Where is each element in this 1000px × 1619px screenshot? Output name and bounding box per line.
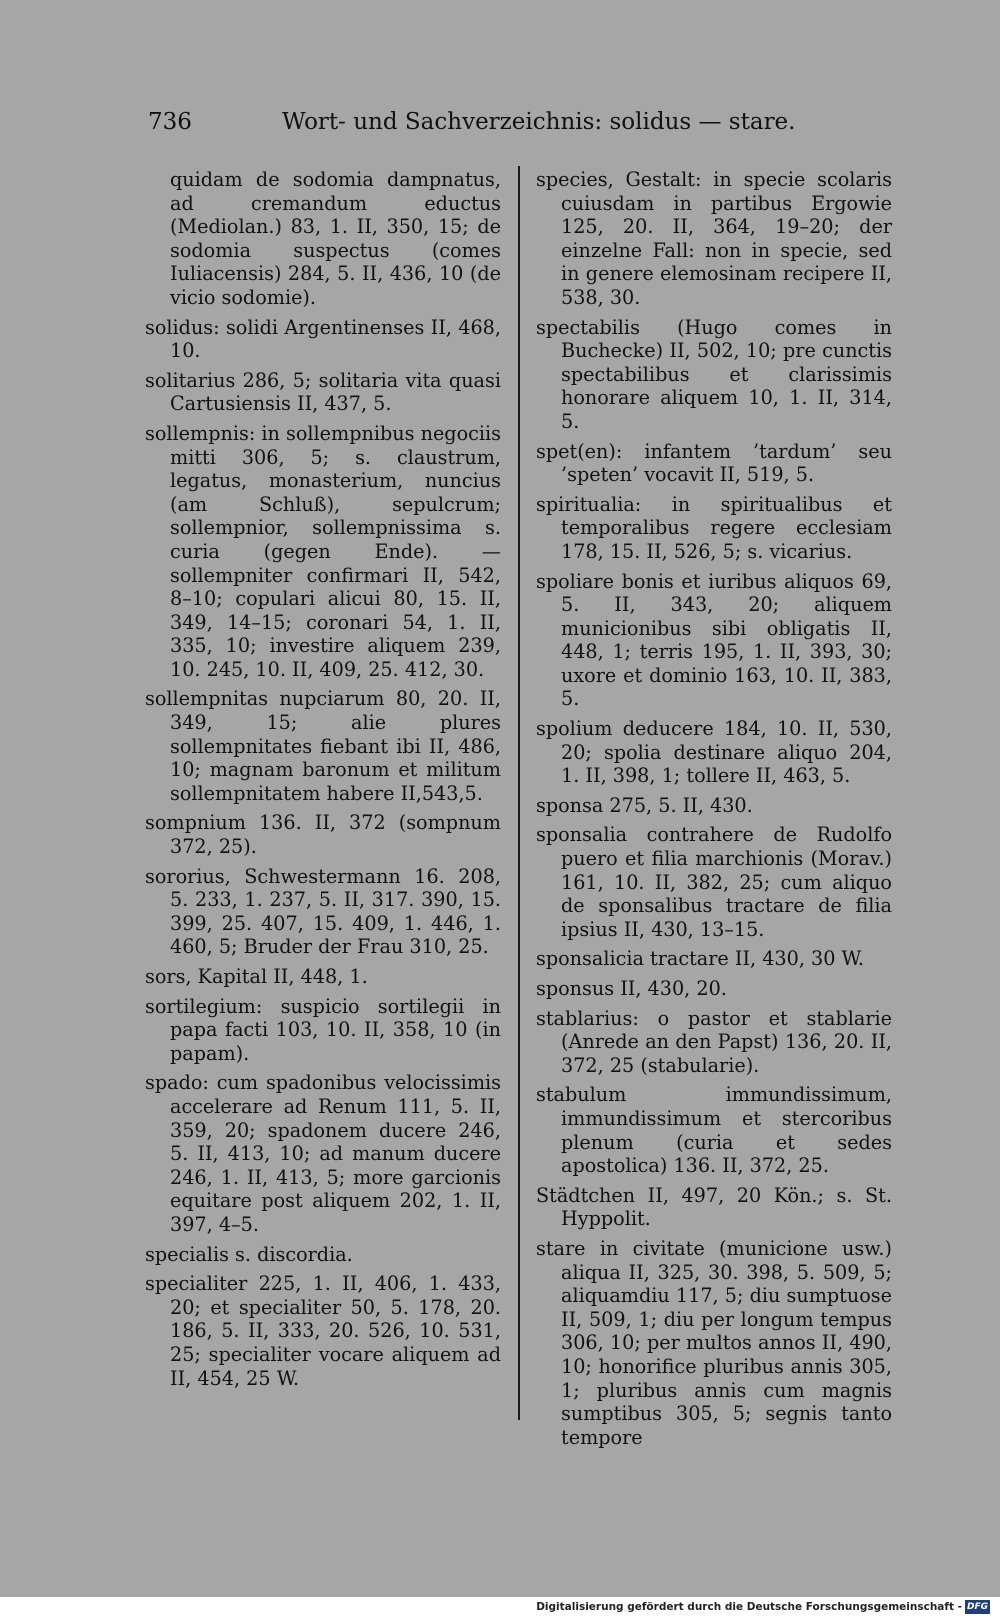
index-entry: sponsalicia tractare II, 430, 30 W. [536,947,865,971]
index-entry: sollempnitas nupciarum 80, 20. II, 349, 15; alie plures sollempnitates fiebant ibi II, 486, 10; magnam baronum et militum sollempnitatem habere II,543,5. [145,687,501,805]
left-column [145,168,501,1396]
index-entry: spectabilis (Hugo comes in Buchecke) II, 502, 10; pre cunctis spectabilibus et clarissimis honorare aliquem 10, 1. II, 314, 5. [536,315,892,433]
index-entry: spiritualia: in spiritualibus et temporalibus regere ecclesiam 178, 15. II, 526, 5; s. vicarius. [536,492,892,563]
index-entry: sollempnis: in sollempnibus negociis mitti 306, 5; s. claustrum, legatus, monasterium, nuncius (am Schluß), sepulcrum; sollempnior, sollempnissima s. curia (gegen Ende). — sollempniter confirmari II, 542, 8–10; copulari alicui 80, 15. II, 349, 14–15; coronari 54, 1. II, 335, 10; investire aliquem 239, 10. 245, 10. II, 409, 25. 412, 30. [145,421,501,681]
index-entry: quidam de sodomia dampnatus, ad cremandum eductus (Mediolan.) 83, 1. II, 350, 15; de sodomia suspectus (comes Iuliacensis) 284, 5. II, 436, 10 (de vicio sodomie). [170,168,501,309]
index-entry: sponsalia contrahere de Rudolfo puero et filia marchionis (Morav.) 161, 10. II, 382, 25; cum aliquo de sponsalibus tractare de filia ipsius II, 430, 13–15. [536,823,892,941]
index-entry: sponsa 275, 5. II, 430. [536,793,753,817]
index-entry: sompnium 136. II, 372 (sompnum 372, 25). [145,811,501,859]
column-divider [518,166,520,1420]
index-entry: sortilegium: suspicio sortilegii in papa facti 103, 10. II, 358, 10 (in papam). [145,994,501,1065]
index-entry: spado: cum spadonibus velocissimis accelerare ad Renum 111, 5. II, 359, 20; spadonem ducere 246, 5. II, 413, 10; ad manum ducere 246, 1. II, 413, 5; more garcionis equitare post aliquem 202, 1. II, 397, 4–5. [145,1071,501,1236]
index-entry: stabulum immundissimum, immundissimum et stercoribus plenum (curia et sedes apostolica) 136. II, 372, 25. [536,1083,892,1178]
dfg-logo: DFG [966,1602,988,1612]
running-title: Wort- und Sachverzeichnis: solidus — stare. [282,109,796,135]
index-entry: spoliare bonis et iuribus aliquos 69, 5. II, 343, 20; aliquem municionibus sibi obligatis II, 448, 1; terris 195, 1. II, 393, 30; uxore et dominio 163, 10. II, 383, 5. [536,569,892,711]
index-entry: solidus: solidi Argentinenses II, 468, 10. [145,315,501,363]
index-entry: specialiter 225, 1. II, 406, 1. 433, 20; et specialiter 50, 5. 178, 20. 186, 5. II, 333, 20. 526, 10. 531, 25; specialiter vocare aliquem ad II, 454, 25 W. [145,1272,501,1390]
index-entry: species, Gestalt: in specie scolaris cuiusdam in partibus Ergowie 125, 20. II, 364, 19–20; der einzelne Fall: non in specie, sed in genere elemosinam recipere II, 538, 30. [536,168,892,309]
footer-bar [0,1597,1000,1619]
index-entry: spolium deducere 184, 10. II, 530, 20; spolia destinare aliquo 204, 1. II, 398, 1; tollere II, 463, 5. [536,717,892,788]
index-entry: specialis s. discordia. [145,1242,353,1266]
index-entry: sororius, Schwestermann 16. 208, 5. 233, 1. 237, 5. II, 317. 390, 15. 399, 25. 407, 15. 409, 1. 446, 1. 460, 5; Bruder der Frau 310, 25. [145,864,501,959]
index-entry: Städtchen II, 497, 20 Kön.; s. St. Hyppolit. [536,1183,892,1231]
funding-credit: Digitalisierung gefördert durch die Deutsche Forschungsgemeinschaft - [536,1601,962,1613]
page-number: 736 [148,109,192,135]
page-header [148,104,888,140]
index-entry: spet(en): infantem ’tardum’ seu ’speten’ vocavit II, 519, 5. [536,439,892,487]
index-entry: sponsus II, 430, 20. [536,977,727,1000]
index-entry: stablarius: o pastor et stablarie (Anrede an den Papst) 136, 20. II, 372, 25 (stabularie). [536,1006,892,1077]
index-entry: stare in civitate (municione usw.) aliqua II, 325, 30. 398, 5. 509, 5; aliquamdiu 117, 5; diu sumptuose II, 509, 1; diu per longum tempus 306, 10; per multos annos II, 490, 10; honorifice pluribus annis 305, 1; pluribus annis cum magnis sumptibus 305, 5; segnis tanto tempore [536,1236,892,1449]
index-entry: solitarius 286, 5; solitaria vita quasi Cartusiensis II, 437, 5. [145,368,501,416]
right-column [536,168,892,1455]
index-entry: sors, Kapital II, 448, 1. [145,965,368,988]
